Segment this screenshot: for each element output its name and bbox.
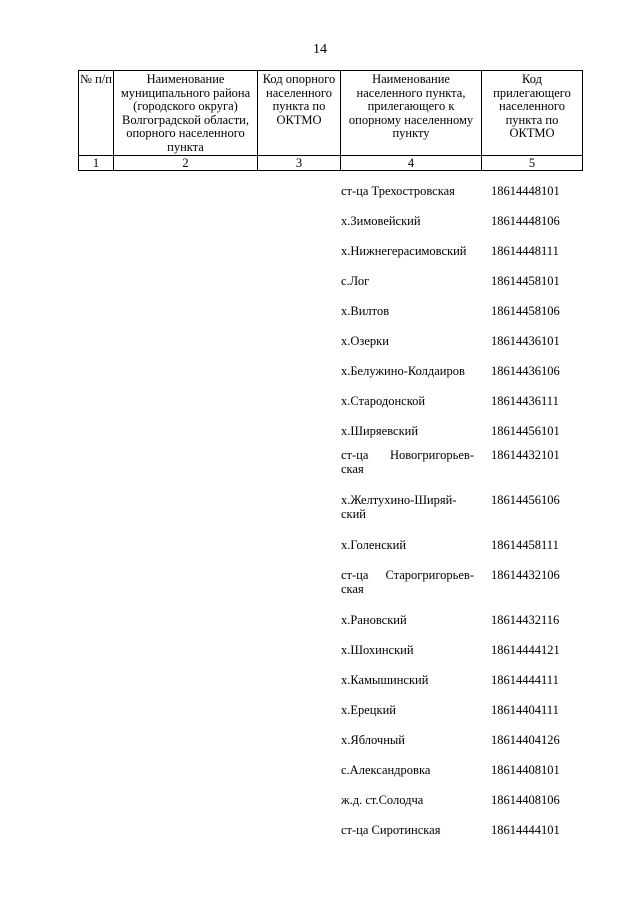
table-row: [341, 364, 581, 394]
settlement-name: х.Желтухино-Ширяй-ский: [341, 493, 457, 521]
settlement-name: х.Камышинский: [341, 673, 429, 687]
table-row: [341, 733, 581, 763]
oktmo-code: 18614458101: [491, 274, 560, 288]
column-number: 3: [258, 156, 341, 171]
table-row: [341, 793, 581, 823]
oktmo-code: 18614436101: [491, 334, 560, 348]
column-number: 1: [79, 156, 114, 171]
column-number: 5: [482, 156, 583, 171]
settlement-name: х.Рановский: [341, 613, 407, 627]
settlement-name: х.Белужино-Колдаиров: [341, 364, 465, 378]
table-row: [341, 424, 581, 448]
settlement-name: ст-ца Трехостровская: [341, 184, 455, 198]
settlement-name: х.Зимовейский: [341, 214, 421, 228]
header-adjacent-code: Код прилегающего населенного пункта по ОКТМО: [482, 71, 583, 156]
settlement-name: с.Александровка: [341, 763, 431, 777]
table-row: [341, 823, 581, 853]
table-row: [341, 568, 581, 613]
oktmo-code: 18614458106: [491, 304, 560, 318]
table-row: [341, 763, 581, 793]
oktmo-code: 18614448111: [491, 244, 559, 258]
settlement-name: ст-ца Новогригорьев-ская: [341, 448, 474, 476]
oktmo-code: 18614444101: [491, 823, 560, 837]
page-number: 14: [313, 42, 327, 57]
table-row: [341, 394, 581, 424]
settlement-list: [341, 184, 581, 853]
oktmo-code: 18614432106: [491, 568, 560, 582]
settlement-name: х.Стародонской: [341, 394, 426, 408]
settlement-name: х.Озерки: [341, 334, 389, 348]
settlement-name: ст-ца Старогригорьев-ская: [341, 568, 474, 596]
column-number: 2: [114, 156, 258, 171]
table-row: [341, 538, 581, 568]
oktmo-code: 18614432101: [491, 448, 560, 462]
settlement-name: х.Нижнегерасимовский: [341, 244, 467, 258]
header-adjacent-name: Наименование населенного пункта, прилегающего к опорному населенному пункту: [341, 71, 482, 156]
header-number: № п/п: [79, 71, 114, 156]
oktmo-code: 18614404111: [491, 703, 559, 717]
oktmo-code: 18614444121: [491, 643, 560, 657]
table-row: [341, 184, 581, 214]
settlement-name: х.Яблочный: [341, 733, 405, 747]
header-base-code: Код опорного населенного пункта по ОКТМО: [258, 71, 341, 156]
oktmo-code: 18614458111: [491, 538, 559, 552]
oktmo-code: 18614432116: [491, 613, 560, 627]
table-row: [341, 244, 581, 274]
oktmo-code: 18614448106: [491, 214, 560, 228]
oktmo-code: 18614408101: [491, 763, 560, 777]
oktmo-code: 18614456101: [491, 424, 560, 438]
table-row: [341, 448, 581, 493]
settlement-name: х.Вилтов: [341, 304, 390, 318]
settlement-name: ст-ца Сиротинская: [341, 823, 441, 837]
table-row: [341, 703, 581, 733]
table-row: [341, 274, 581, 304]
settlement-name: х.Голенский: [341, 538, 407, 552]
settlement-name: ж.д. ст.Солодча: [341, 793, 424, 807]
oktmo-code: 18614436106: [491, 364, 560, 378]
oktmo-code: 18614444111: [491, 673, 559, 687]
table-row: [341, 334, 581, 364]
oktmo-code: 18614456106: [491, 493, 560, 507]
oktmo-code: 18614436111: [491, 394, 559, 408]
column-number: 4: [341, 156, 482, 171]
oktmo-code: 18614408106: [491, 793, 560, 807]
settlement-name: х.Ширяевский: [341, 424, 419, 438]
header-district: Наименование муниципального района (городского округа) Волгоградской области, опорного населенного пункта: [114, 71, 258, 156]
table-row: [341, 613, 581, 643]
table-row: [341, 673, 581, 703]
settlement-name: с.Лог: [341, 274, 370, 288]
oktmo-code: 18614404126: [491, 733, 560, 747]
table-row: [341, 643, 581, 673]
table-row: [341, 214, 581, 244]
settlement-name: х.Шохинский: [341, 643, 414, 657]
table-header: [78, 70, 583, 171]
table-row: [341, 493, 581, 538]
settlement-name: х.Ерецкий: [341, 703, 396, 717]
oktmo-code: 18614448101: [491, 184, 560, 198]
table-row: [341, 304, 581, 334]
